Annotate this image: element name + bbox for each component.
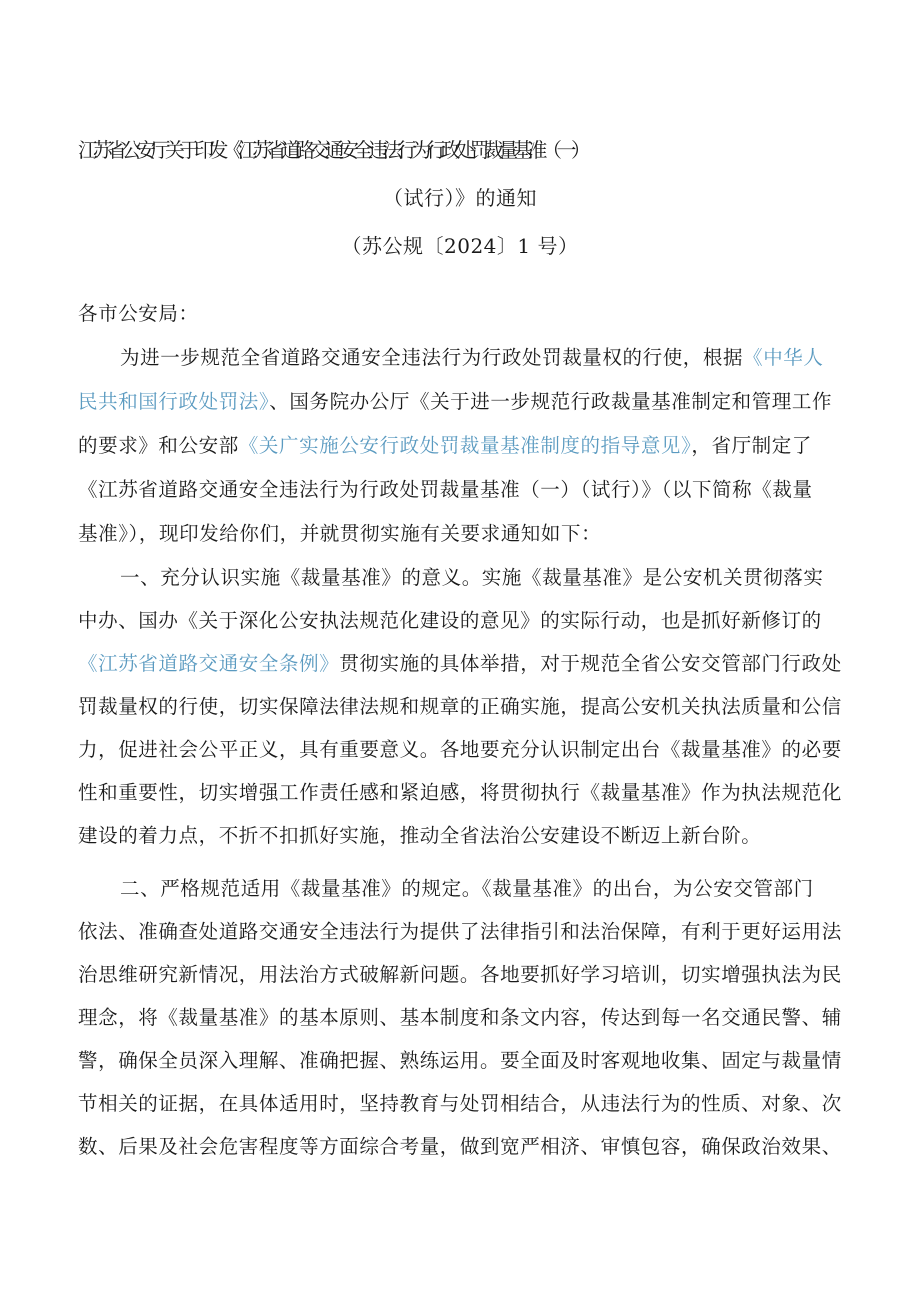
document-title-line-1: 江苏省公安厅关于印发《江苏省道路交通安全违法行为行政处罚裁量基准（一）: [78, 138, 586, 162]
para1-line: 《江苏省道路交通安全违法行为行政处罚裁量基准（一）（试行）》（以下简称《裁量: [78, 478, 813, 501]
para3-line: 治思维研究新情况，用法治方式破解新问题。各地要抓好学习培训，切实增强执法为民: [78, 963, 842, 986]
para1-text: ，省厅制定了: [691, 434, 812, 457]
para3-line: 节相关的证据，在具体适用时，坚持教育与处罚相结合，从违法行为的性质、对象、次: [78, 1092, 842, 1115]
document-number: （苏公规〔2024〕1 号）: [341, 234, 579, 258]
para2-text: 贯彻实施的具体举措，对于规范全省公安交管部门行政处: [339, 652, 842, 675]
para3-line: 数、后果及社会危害程度等方面综合考量，做到宽严相济、审慎包容，确保政治效果、: [78, 1135, 842, 1158]
para1-line: 基准》），现印发给你们，并就贯彻实施有关要求通知如下：: [78, 522, 602, 545]
para1-text: 的要求》和公安部: [78, 434, 239, 457]
salutation: 各市公安局：: [78, 302, 199, 325]
para2-line: 性和重要性，切实增强工作责任感和紧迫感，将贯彻执行《裁量基准》作为执法规范化: [78, 781, 842, 804]
para1-text: 为进一步规范全省道路交通安全违法行为行政处罚裁量权的行使，根据: [120, 346, 744, 369]
para2-line: 力，促进社会公平正义，具有重要意义。各地要充分认识制定出台《裁量基准》的必要: [78, 738, 842, 761]
guidance-opinion-link[interactable]: 《关广实施公安行政处罚裁量基准制度的指导意见》: [238, 434, 692, 457]
para1-line: [78, 432, 812, 460]
para1-text: 、国务院办公厅《关于进一步规范行政裁量基准制定和管理工作: [269, 390, 833, 413]
para2-line: 一、充分认识实施《裁量基准》的意义。实施《裁量基准》是公安机关贯彻落实: [120, 566, 824, 589]
para2-line: 中办、国办《关于深化公安执法规范化建设的意见》的实际行动，也是抓好新修订的: [78, 609, 822, 632]
para2-line: 建设的着力点，不折不扣抓好实施，推动全省法治公安建设不断迈上新台阶。: [78, 824, 762, 847]
law-link-administrative-penalty-cont[interactable]: 民共和国行政处罚法》: [78, 390, 270, 413]
traffic-safety-regulation-link[interactable]: 《江苏省道路交通安全条例》: [78, 652, 340, 675]
para3-line: 依法、准确查处道路交通安全违法行为提供了法律指引和法治保障，有利于更好运用法: [78, 920, 842, 943]
para1-line: [120, 344, 824, 372]
para2-line: [78, 650, 842, 678]
para1-line: [78, 388, 832, 416]
para3-line: 理念，将《裁量基准》的基本原则、基本制度和条文内容，传达到每一名交通民警、辅: [78, 1006, 842, 1029]
document-title-line-2: （试行）》的通知: [383, 186, 537, 210]
para3-line: 二、严格规范适用《裁量基准》的规定。《裁量基准》的出台，为公安交管部门: [120, 877, 814, 900]
law-link-administrative-penalty[interactable]: 《中华人: [743, 346, 824, 369]
para2-line: 罚裁量权的行使，切实保障法律法规和规章的正确实施，提高公安机关执法质量和公信: [78, 695, 842, 718]
para3-line: 警，确保全员深入理解、准确把握、熟练运用。要全面及时客观地收集、固定与裁量情: [78, 1049, 842, 1072]
